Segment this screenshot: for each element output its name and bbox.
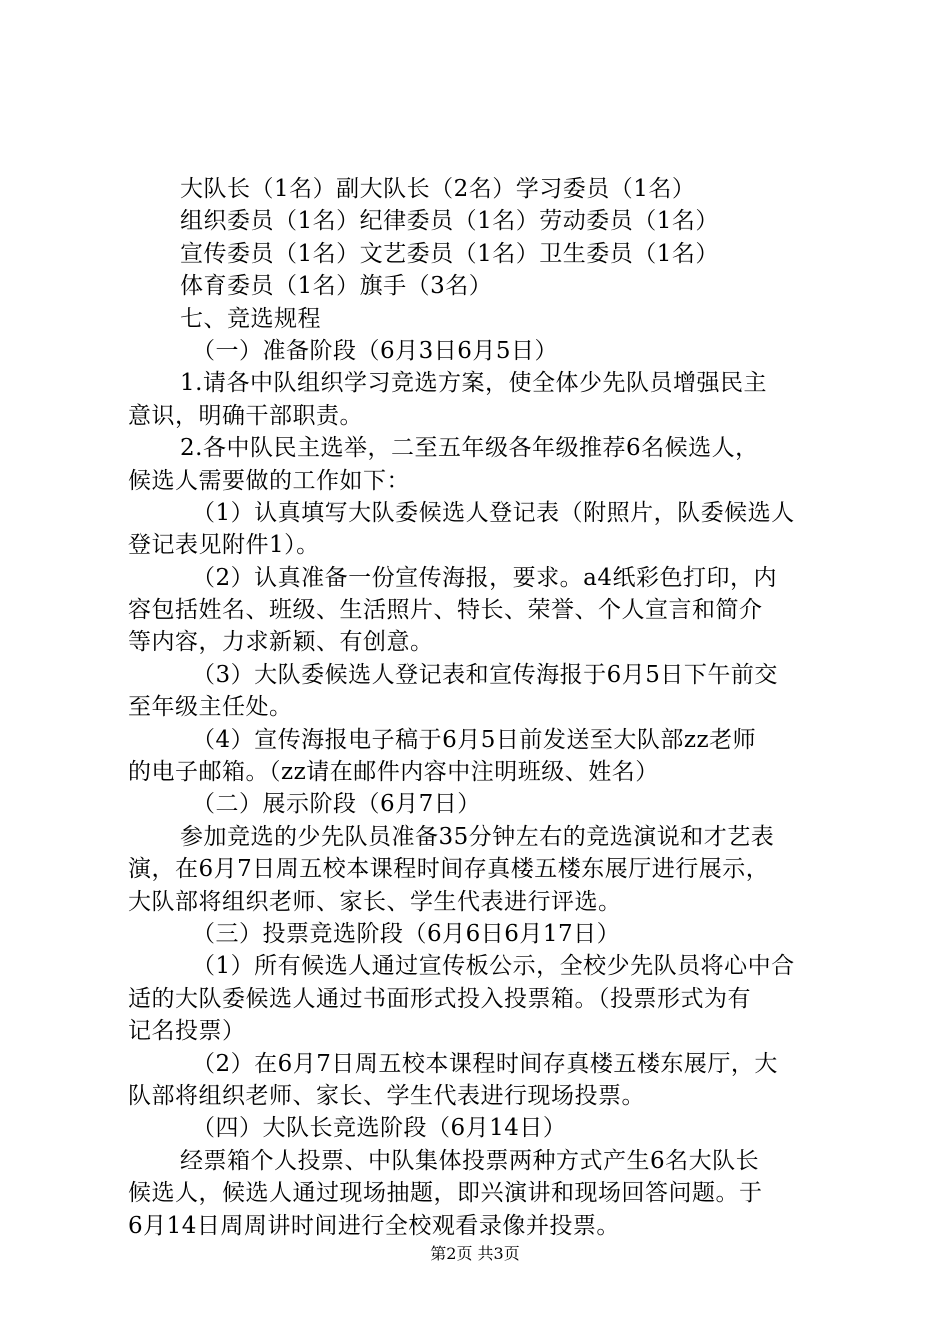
text-line: 大队部将组织老师、家长、学生代表进行评选。: [128, 888, 622, 915]
text-line: 1.请各中队组织学习竞选方案，使全体少先队员增强民主: [180, 370, 767, 397]
text-line: 至年级主任处。: [128, 694, 293, 721]
text-line: （2）在6月7日周五校本课程时间存真楼五楼东展厅，大: [192, 1050, 778, 1077]
text-line: 意识，明确干部职责。: [128, 402, 363, 429]
text-line: 宣传委员（1名）文艺委员（1名）卫生委员（1名）: [180, 240, 719, 267]
subsection-heading: （一）准备阶段（6月3日6月5日）: [192, 337, 559, 364]
text-line: 演，在6月7日周五校本课程时间存真楼五楼东展厅进行展示，: [128, 856, 770, 883]
text-line: 体育委员（1名）旗手（3名）: [180, 273, 493, 300]
text-line: 候选人，候选人通过现场抽题，即兴演讲和现场回答问题。于: [128, 1180, 763, 1207]
text-line: 候选人需要做的工作如下：: [128, 467, 410, 494]
subsection-heading: （二）展示阶段（6月7日）: [192, 791, 481, 818]
text-line: 2.各中队民主选举，二至五年级各年级推荐6名候选人，: [180, 435, 759, 462]
text-line: （1）认真填写大队委候选人登记表（附照片，队委候选人: [192, 499, 795, 526]
text-line: 登记表见附件1）。: [128, 532, 320, 559]
text-line: （3）大队委候选人登记表和宣传海报于6月5日下午前交: [192, 661, 778, 688]
text-line: （4）宣传海报电子稿于6月5日前发送至大队部zz老师: [192, 726, 757, 753]
subsection-heading: （三）投票竞选阶段（6月6日6月17日）: [192, 920, 621, 947]
text-line: 6月14日周周讲时间进行全校观看录像并投票。: [128, 1212, 620, 1239]
text-line: （2）认真准备一份宣传海报，要求。a4纸彩色打印，内: [192, 564, 777, 591]
text-line: 组织委员（1名）纪律委员（1名）劳动委员（1名）: [180, 208, 719, 235]
document-body: [128, 173, 828, 1242]
page-footer: 第2页 共3页: [430, 1244, 520, 1263]
section-heading: 七、竞选规程: [180, 305, 321, 332]
text-line: 经票箱个人投票、中队集体投票两种方式产生6名大队长: [180, 1147, 760, 1174]
text-line: 等内容，力求新颖、有创意。: [128, 629, 434, 656]
subsection-heading: （四）大队长竞选阶段（6月14日）: [192, 1115, 567, 1142]
text-line: 容包括姓名、班级、生活照片、特长、荣誉、个人宣言和简介: [128, 597, 763, 624]
text-line: 记名投票）: [128, 1018, 246, 1045]
text-line: 大队长（1名）副大队长（2名）学习委员（1名）: [180, 176, 696, 202]
text-line: 队部将组织老师、家长、学生代表进行现场投票。: [128, 1082, 645, 1109]
text-line: 参加竞选的少先队员准备35分钟左右的竞选演说和才艺表: [180, 823, 775, 850]
text-line: 的电子邮箱。（zz请在邮件内容中注明班级、姓名）: [128, 759, 659, 786]
text-line: （1）所有候选人通过宣传板公示，全校少先队员将心中合: [192, 953, 795, 980]
text-line: 适的大队委候选人通过书面形式投入投票箱。（投票形式为有: [128, 985, 751, 1012]
